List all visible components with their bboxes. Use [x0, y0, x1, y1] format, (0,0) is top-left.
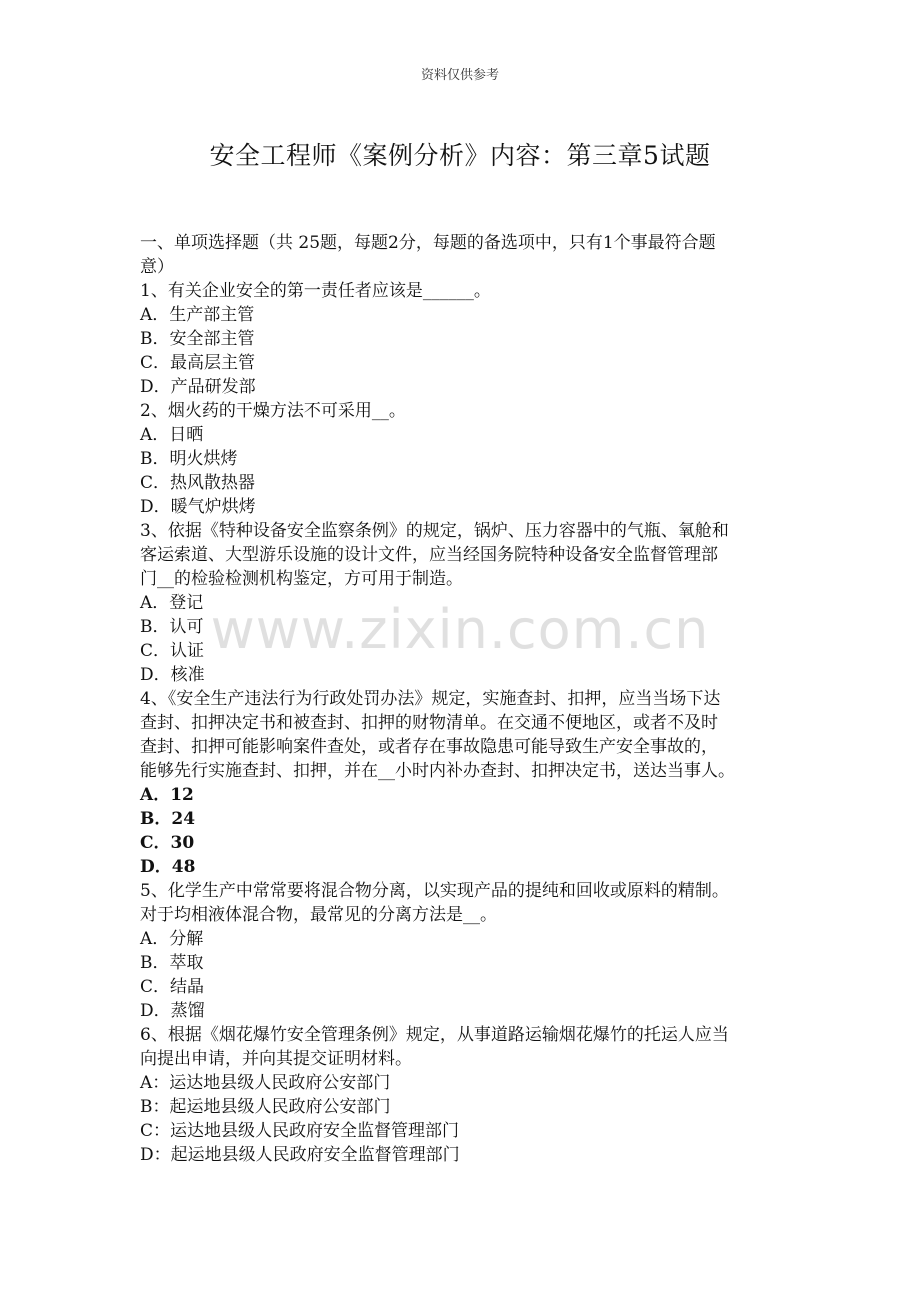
option-4c: C．30 [140, 833, 195, 853]
question-4-cont: 查封、扣押可能影响案件查处，或者存在事故隐患可能导致生产安全事故的， [140, 737, 718, 757]
option-4b: B．24 [140, 809, 196, 829]
option-5c: C．结晶 [140, 977, 205, 997]
option-1b: B．安全部主管 [140, 329, 255, 349]
option-2d: D．暖气炉烘烤 [140, 497, 256, 517]
question-4: 4、《安全生产违法行为行政处罚办法》规定，实施查封、扣押，应当当场下达 [140, 689, 721, 709]
option-2c: C．热风散热器 [140, 473, 256, 493]
question-3-cont: 门__的检验检测机构鉴定，方可用于制造。 [140, 569, 463, 589]
option-4a: A．12 [140, 785, 194, 805]
option-1a: A．生产部主管 [140, 305, 255, 325]
section-heading: 一、单项选择题（共 25题，每题2分，每题的备选项中，只有1个事最符合题 [140, 233, 716, 253]
question-5: 5、化学生产中常常要将混合物分离，以实现产品的提纯和回收或原料的精制。 [140, 881, 729, 901]
option-5b: B．萃取 [140, 953, 204, 973]
question-6-cont: 向提出申请，并向其提交证明材料。 [140, 1049, 412, 1069]
question-3-cont: 客运索道、大型游乐设施的设计文件，应当经国务院特种设备安全监督管理部 [140, 545, 718, 565]
watermark: www.zixin.com.cn [210, 598, 710, 661]
option-1d: D．产品研发部 [140, 377, 256, 397]
document-title: 安全工程师《案例分析》内容：第三章5试题 [209, 141, 711, 170]
option-6a: A：运达地县级人民政府公安部门 [140, 1073, 391, 1093]
document-body [140, 231, 800, 1167]
option-6b: B：起运地县级人民政府公安部门 [140, 1097, 391, 1117]
option-3a: A．登记 [140, 593, 204, 613]
option-3b: B．认可 [140, 617, 204, 637]
option-2a: A．日晒 [140, 425, 204, 445]
question-1: 1、有关企业安全的第一责任者应该是______。 [140, 281, 491, 301]
option-1c: C．最高层主管 [140, 353, 256, 373]
option-4d: D．48 [140, 857, 196, 877]
question-5-cont: 对于均相液体混合物，最常见的分离方法是__。 [140, 905, 497, 925]
question-4-cont: 能够先行实施查封、扣押，并在__小时内补办查封、扣押决定书，送达当事人。 [140, 761, 735, 781]
option-6d: D：起运地县级人民政府安全监督管理部门 [140, 1145, 460, 1165]
question-4-cont: 查封、扣押决定书和被查封、扣押的财物清单。在交通不便地区，或者不及时 [140, 713, 718, 733]
question-2: 2、烟火药的干燥方法不可采用__。 [140, 401, 406, 421]
option-5d: D．蒸馏 [140, 1001, 205, 1021]
option-3c: C．认证 [140, 641, 205, 661]
question-3: 3、依据《特种设备安全监察条例》的规定，锅炉、压力容器中的气瓶、氧舱和 [140, 521, 729, 541]
question-6: 6、根据《烟花爆竹安全管理条例》规定，从事道路运输烟花爆竹的托运人应当 [140, 1025, 729, 1045]
option-5a: A．分解 [140, 929, 204, 949]
option-2b: B．明火烘烤 [140, 449, 238, 469]
option-3d: D．核准 [140, 665, 205, 685]
section-heading-cont: 意） [140, 257, 174, 277]
page-header: 资料仅供参考 [420, 68, 499, 83]
option-6c: C：运达地县级人民政府安全监督管理部门 [140, 1121, 460, 1141]
